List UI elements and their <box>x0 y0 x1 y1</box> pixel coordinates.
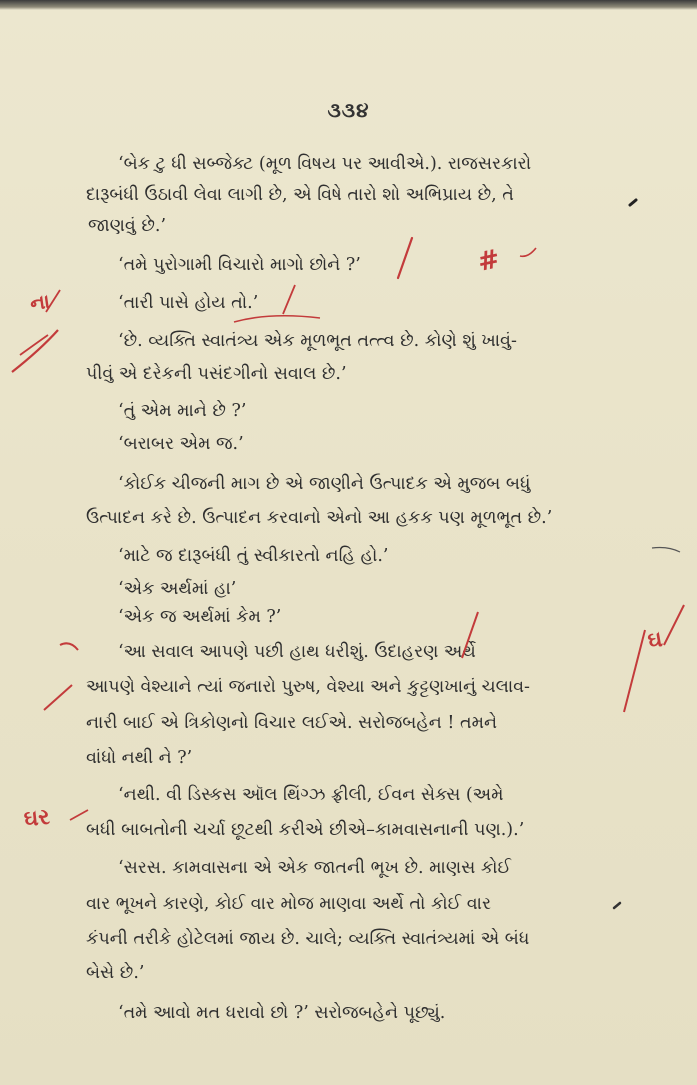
text-line-3: જાણવું છે.’ <box>88 216 167 236</box>
text-line-11: ઉત્પાદન કરે છે. ઉત્પાદન કરવાનો એનો આ હકક પણ મૂળભૂત છે.’ <box>86 508 553 528</box>
page-top-edge <box>0 0 697 10</box>
text-line-17: નારી બાઈ એ ત્રિકોણનો વિચાર લઈએ. સરોજબહેન ! તમને <box>86 713 497 733</box>
page-number: ૩૩૪ <box>327 98 370 122</box>
text-line-16: આપણે વેશ્યાને ત્યાં જનારો પુરુષ, વેશ્યા અને કુટ્ટણખાનું ચલાવ- <box>86 677 530 697</box>
text-line-14: ‘એક જ અર્થમાં કેમ ?’ <box>118 607 282 627</box>
text-line-18: વાંધો નથી ને ?’ <box>86 748 193 768</box>
text-line-15: ‘આ સવાલ આપણે પછી હાથ ધરીશું. ઉદાહરણ અર્થે <box>118 642 476 662</box>
text-line-23: કંપની તરીકે હોટેલમાં જાય છે. ચાલે; વ્યક્તિ સ્વાતંત્ર્યમાં એ બંધ <box>86 929 530 949</box>
margin-note-inline-mark: # <box>475 244 503 278</box>
text-line-6: ‘છે. વ્યક્તિ સ્વાતંત્ર્ય એક મૂળભૂત તત્ત્વ છે. કોણે શું ખાવું- <box>118 331 517 351</box>
text-line-10: ‘કોઈક ચીજની માગ છે એ જાણીને ઉત્પાદક એ મુજબ બધું <box>118 474 531 494</box>
text-line-21: ‘સરસ. કામવાસના એ એક જાતની ભૂખ છે. માણસ કોઈ <box>118 858 512 878</box>
margin-note-left-1: ના <box>28 288 52 316</box>
text-line-4: ‘તમે પુરોગામી વિચારો માગો છોને ?’ <box>118 255 361 275</box>
text-line-12: ‘માટે જ દારૂબંધી તું સ્વીકારતો નહિ હો.’ <box>118 546 389 566</box>
margin-note-left-2: ઘર <box>22 804 51 833</box>
text-line-25: ‘તમે આવો મત ધરાવો છો ?’ સરોજબહેને પૂછ્યું. <box>118 1003 446 1023</box>
text-line-19: ‘નથી. વી ડિસ્કસ ઑલ થિંગ્ઝ ફ્રીલી, ઈવન સેક્સ (અમે <box>118 785 504 805</box>
text-line-5: ‘તારી પાસે હોય તો.’ <box>118 293 259 313</box>
text-line-7: પીવું એ દરેકની પસંદગીનો સવાલ છે.’ <box>86 364 347 384</box>
text-line-13: ‘એક અર્થમાં હા’ <box>118 579 237 599</box>
text-line-22: વાર ભૂખને કારણે, કોઈ વાર મોજ માણવા અર્થે તો કોઈ વાર <box>86 894 491 914</box>
text-line-9: ‘બરાબર એમ જ.’ <box>118 434 244 454</box>
text-line-8: ‘તું એમ માને છે ?’ <box>118 401 247 421</box>
text-line-1: ‘બેક ટુ ધી સબ્જેક્ટ (મૂળ વિષય પર આવીએ.). રાજસરકારો <box>118 154 532 174</box>
text-line-24: બેસે છે.’ <box>86 963 145 983</box>
text-line-2: દારૂબંધી ઉઠાવી લેવા લાગી છે, એ વિષે તારો શો અભિપ્રાય છે, તે <box>86 185 514 205</box>
margin-note-right-1: ઘ <box>645 626 665 655</box>
text-line-20: બધી બાબતોની ચર્ચા છૂટથી કરીએ છીએ–કામવાસનાની પણ.).’ <box>86 820 525 840</box>
